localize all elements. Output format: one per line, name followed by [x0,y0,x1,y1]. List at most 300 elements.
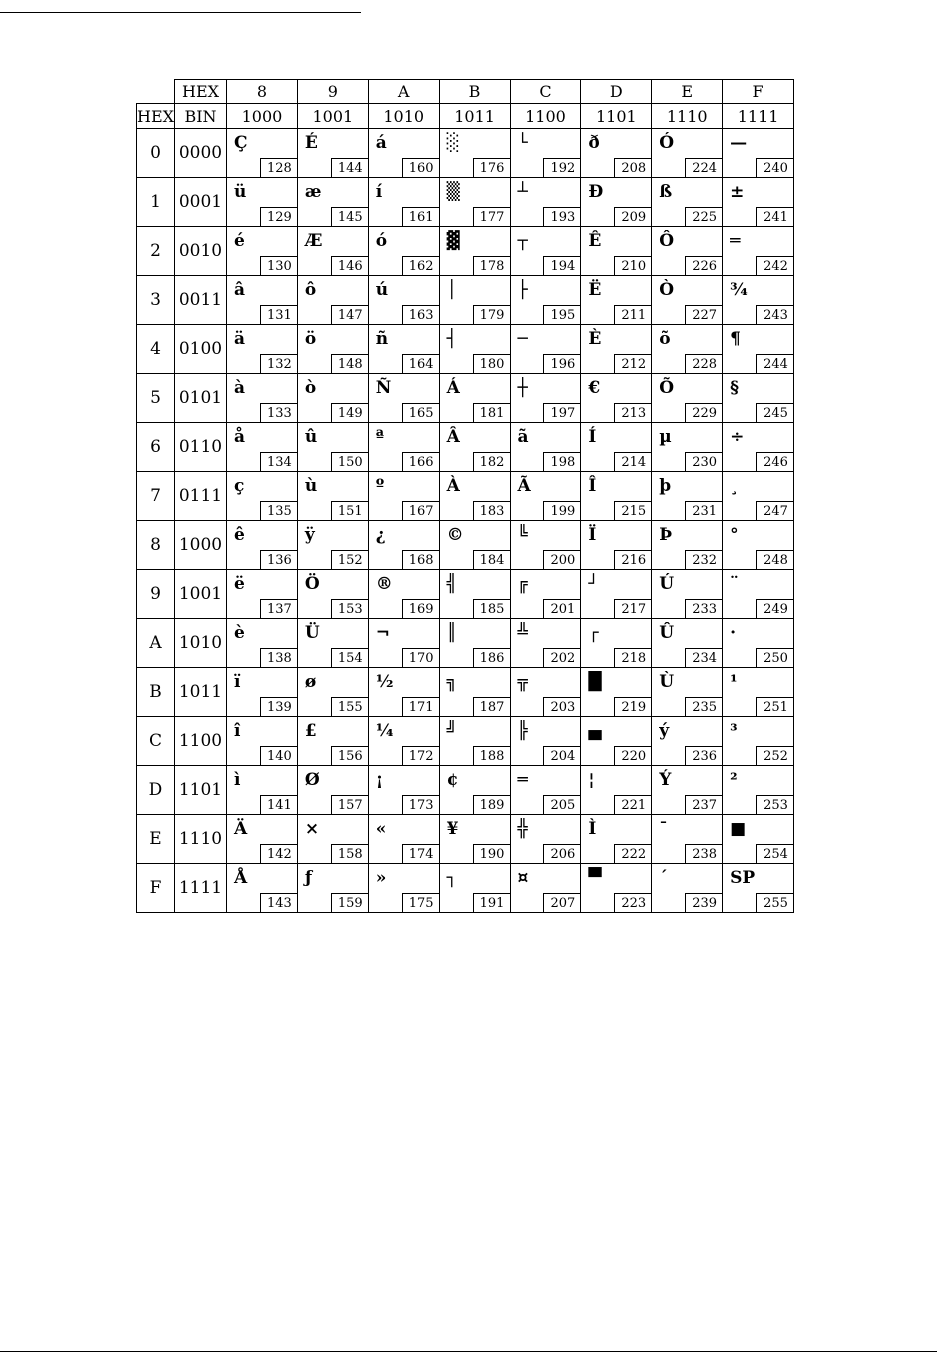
char-cell [227,325,298,374]
glyph: ║ [446,623,457,643]
hex-row-label: HEX [137,104,175,129]
char-cell [581,570,652,619]
glyph: ¦ [588,770,595,790]
glyph: ï [234,672,241,692]
char-cell [723,570,794,619]
glyph: Á [446,378,460,398]
decimal-code: 128 [260,158,298,178]
char-cell [368,472,439,521]
decimal-code: 167 [402,501,440,521]
decimal-code: 225 [685,207,723,227]
row-hex: 1 [137,178,175,227]
row-hex: 8 [137,521,175,570]
decimal-code: 194 [543,256,581,276]
glyph: È [588,329,602,349]
decimal-code: 182 [473,452,511,472]
glyph: Ï [588,525,597,545]
glyph: └ [517,133,528,153]
glyph: ö [304,329,317,349]
glyph: ƒ [304,868,313,888]
glyph: Ã [517,476,531,496]
char-cell [227,423,298,472]
glyph: ▀ [588,868,602,888]
char-cell [581,668,652,717]
glyph: Î [588,476,597,496]
glyph: É [304,133,318,153]
decimal-code: 150 [331,452,369,472]
glyph: ▓ [446,231,460,251]
char-cell [510,668,581,717]
glyph: ß [659,182,673,202]
glyph: þ [659,476,672,496]
header-row-bin [137,104,794,129]
decimal-code: 187 [473,697,511,717]
glyph: â [234,280,246,300]
glyph: ╠ [517,721,528,741]
glyph: ñ [375,329,389,349]
glyph: « [375,819,387,839]
decimal-code: 211 [614,305,652,325]
decimal-code: 238 [685,844,723,864]
row-bin: 1001 [175,570,227,619]
glyph: Ø [304,770,320,790]
decimal-code: 229 [685,403,723,423]
char-cell [439,276,510,325]
char-cell [652,717,723,766]
char-cell [510,178,581,227]
decimal-code: 148 [331,354,369,374]
row-bin: 1000 [175,521,227,570]
row-hex: 6 [137,423,175,472]
glyph: § [730,378,740,398]
char-cell [581,521,652,570]
glyph: µ [659,427,672,447]
char-cell [368,178,439,227]
char-cell [652,864,723,913]
char-cell [227,717,298,766]
row-hex: 4 [137,325,175,374]
glyph: ê [234,525,245,545]
glyph: € [588,378,601,398]
col-hex: A [368,80,439,104]
glyph: õ [659,329,671,349]
decimal-code: 220 [614,746,652,766]
decimal-code: 239 [685,893,723,913]
glyph: ┼ [517,378,528,398]
char-cell [723,619,794,668]
hex-label: HEX [175,80,227,104]
char-cell [439,325,510,374]
glyph: ╣ [446,574,457,594]
glyph: º [375,476,385,496]
decimal-code: 245 [756,403,794,423]
decimal-code: 240 [756,158,794,178]
decimal-code: 254 [756,844,794,864]
glyph: ¹ [730,672,738,692]
decimal-code: 146 [331,256,369,276]
char-cell [510,374,581,423]
table-row [137,129,794,178]
glyph: Ä [234,819,248,839]
row-hex: 2 [137,227,175,276]
char-cell [368,815,439,864]
glyph: ° [730,525,739,545]
char-cell [227,227,298,276]
glyph: ┤ [446,329,457,349]
char-cell [723,325,794,374]
character-code-table [136,79,794,913]
decimal-code: 136 [260,550,298,570]
glyph: ┌ [588,623,599,643]
glyph: ë [234,574,245,594]
glyph: ú [375,280,389,300]
char-cell [723,521,794,570]
char-cell [297,521,368,570]
decimal-code: 186 [473,648,511,668]
row-hex: 9 [137,570,175,619]
glyph: · [730,623,737,643]
glyph: ý [659,721,670,741]
char-cell [581,766,652,815]
decimal-code: 252 [756,746,794,766]
glyph: ¸ [730,476,739,496]
char-cell [297,374,368,423]
decimal-code: 175 [402,893,440,913]
decimal-code: 219 [614,697,652,717]
decimal-code: 246 [756,452,794,472]
col-hex: B [439,80,510,104]
char-cell [723,129,794,178]
glyph: ¢ [446,770,459,790]
row-hex: C [137,717,175,766]
decimal-code: 176 [473,158,511,178]
decimal-code: 144 [331,158,369,178]
glyph: Ë [588,280,602,300]
row-bin: 0100 [175,325,227,374]
table-row [137,423,794,472]
glyph: ┴ [517,182,528,202]
glyph: ¬ [375,623,390,643]
char-cell [723,472,794,521]
char-cell [510,717,581,766]
char-cell [652,619,723,668]
glyph: ô [304,280,317,300]
row-bin: 0110 [175,423,227,472]
decimal-code: 139 [260,697,298,717]
table-row [137,815,794,864]
table-row [137,472,794,521]
char-cell [368,766,439,815]
glyph: å [234,427,246,447]
glyph: ® [375,574,393,594]
decimal-code: 192 [543,158,581,178]
char-cell [723,815,794,864]
decimal-code: 241 [756,207,794,227]
row-bin: 1011 [175,668,227,717]
decimal-code: 137 [260,599,298,619]
glyph: î [234,721,241,741]
char-cell [581,325,652,374]
char-cell [227,619,298,668]
char-cell [581,619,652,668]
char-cell [297,668,368,717]
char-cell [510,325,581,374]
char-cell [652,570,723,619]
char-cell [723,717,794,766]
char-cell [652,521,723,570]
decimal-code: 158 [331,844,369,864]
glyph: À [446,476,460,496]
char-cell [510,423,581,472]
decimal-code: 228 [685,354,723,374]
glyph: Ê [588,231,602,251]
decimal-code: 199 [543,501,581,521]
char-cell [227,521,298,570]
char-cell [439,619,510,668]
glyph: Â [446,427,460,447]
col-bin: 1010 [368,104,439,129]
decimal-code: 157 [331,795,369,815]
table-row [137,619,794,668]
col-bin: 1111 [723,104,794,129]
char-cell [368,521,439,570]
decimal-code: 147 [331,305,369,325]
table-row [137,178,794,227]
decimal-code: 185 [473,599,511,619]
col-hex: 8 [227,80,298,104]
decimal-code: 169 [402,599,440,619]
char-cell [439,570,510,619]
glyph: û [304,427,318,447]
glyph: ▒ [446,182,460,202]
decimal-code: 132 [260,354,298,374]
glyph: ± [730,182,745,202]
col-hex: E [652,80,723,104]
glyph: × [304,819,320,839]
char-cell [297,570,368,619]
char-cell [297,864,368,913]
decimal-code: 213 [614,403,652,423]
decimal-code: 174 [402,844,440,864]
col-bin: 1001 [297,104,368,129]
char-cell [652,472,723,521]
decimal-code: 140 [260,746,298,766]
glyph: í [375,182,383,202]
glyph: — [730,133,748,153]
decimal-code: 154 [331,648,369,668]
decimal-code: 166 [402,452,440,472]
char-cell [439,766,510,815]
decimal-code: 152 [331,550,369,570]
col-hex: D [581,80,652,104]
decimal-code: 178 [473,256,511,276]
corner-cell [137,80,175,104]
row-bin: 1010 [175,619,227,668]
char-cell [581,178,652,227]
char-cell [439,374,510,423]
char-cell [581,423,652,472]
decimal-code: 143 [260,893,298,913]
decimal-code: 160 [402,158,440,178]
decimal-code: 135 [260,501,298,521]
char-cell [652,766,723,815]
char-cell [439,668,510,717]
char-cell [723,276,794,325]
char-cell [723,864,794,913]
row-bin: 1100 [175,717,227,766]
decimal-code: 179 [473,305,511,325]
char-cell [368,864,439,913]
table-row [137,864,794,913]
char-cell [368,129,439,178]
glyph: ╚ [517,525,528,545]
char-cell [581,472,652,521]
table-row [137,227,794,276]
glyph: ├ [517,280,528,300]
glyph: ² [730,770,738,790]
char-cell [439,472,510,521]
glyph: ½ [375,672,394,692]
glyph: ═ [730,231,741,251]
char-cell [368,668,439,717]
table-row [137,766,794,815]
char-cell [368,227,439,276]
glyph: ó [375,231,388,251]
decimal-code: 221 [614,795,652,815]
char-cell [297,717,368,766]
char-cell [510,570,581,619]
col-bin: 1101 [581,104,652,129]
decimal-code: 198 [543,452,581,472]
row-hex: D [137,766,175,815]
decimal-code: 149 [331,403,369,423]
decimal-code: 130 [260,256,298,276]
glyph: ╝ [446,721,457,741]
char-cell [297,472,368,521]
decimal-code: 214 [614,452,652,472]
row-hex: 5 [137,374,175,423]
decimal-code: 190 [473,844,511,864]
row-hex: 7 [137,472,175,521]
char-cell [510,521,581,570]
char-cell [581,129,652,178]
decimal-code: 195 [543,305,581,325]
char-cell [227,570,298,619]
decimal-code: 236 [685,746,723,766]
char-cell [439,521,510,570]
glyph: ¡ [375,770,384,790]
glyph: Ú [659,574,675,594]
glyph: Ó [659,133,675,153]
decimal-code: 226 [685,256,723,276]
col-bin: 1011 [439,104,510,129]
glyph: ç [234,476,245,496]
decimal-code: 233 [685,599,723,619]
glyph: Ù [659,672,675,692]
decimal-code: 203 [543,697,581,717]
col-hex: 9 [297,80,368,104]
decimal-code: 243 [756,305,794,325]
char-cell [723,423,794,472]
decimal-code: 172 [402,746,440,766]
decimal-code: 134 [260,452,298,472]
glyph: ì [234,770,241,790]
decimal-code: 173 [402,795,440,815]
glyph: æ [304,182,322,202]
decimal-code: 177 [473,207,511,227]
char-cell [652,815,723,864]
glyph: Û [659,623,675,643]
char-cell [227,178,298,227]
decimal-code: 200 [543,550,581,570]
bin-label: BIN [175,104,227,129]
decimal-code: 231 [685,501,723,521]
char-cell [439,227,510,276]
decimal-code: 145 [331,207,369,227]
decimal-code: 165 [402,403,440,423]
char-cell [652,227,723,276]
glyph: ─ [517,329,528,349]
decimal-code: 189 [473,795,511,815]
decimal-code: 208 [614,158,652,178]
char-cell [652,178,723,227]
decimal-code: 159 [331,893,369,913]
char-cell [510,227,581,276]
table-row [137,717,794,766]
col-hex: C [510,80,581,104]
glyph: Ò [659,280,675,300]
glyph: ø [304,672,317,692]
glyph: ░ [446,133,460,153]
decimal-code: 151 [331,501,369,521]
decimal-code: 170 [402,648,440,668]
char-cell [439,178,510,227]
glyph: © [446,525,464,545]
glyph: ÷ [730,427,745,447]
decimal-code: 230 [685,452,723,472]
char-cell [227,374,298,423]
bottom-rule [0,1351,937,1352]
glyph: à [234,378,246,398]
decimal-code: 153 [331,599,369,619]
glyph: ╦ [517,672,528,692]
col-bin: 1000 [227,104,298,129]
char-cell [510,815,581,864]
char-cell [439,815,510,864]
char-cell [297,766,368,815]
decimal-code: 197 [543,403,581,423]
table-row [137,325,794,374]
char-cell [581,815,652,864]
decimal-code: 235 [685,697,723,717]
glyph: ┬ [517,231,528,251]
glyph: ù [304,476,318,496]
glyph: SP [730,868,756,888]
char-cell [227,815,298,864]
decimal-code: 216 [614,550,652,570]
glyph: █ [588,672,602,692]
decimal-code: 210 [614,256,652,276]
glyph: Ô [659,231,675,251]
glyph: Í [588,427,597,447]
table-row [137,570,794,619]
glyph: ┘ [588,574,599,594]
char-cell [510,619,581,668]
glyph: ³ [730,721,738,741]
glyph: è [234,623,245,643]
decimal-code: 253 [756,795,794,815]
decimal-code: 161 [402,207,440,227]
